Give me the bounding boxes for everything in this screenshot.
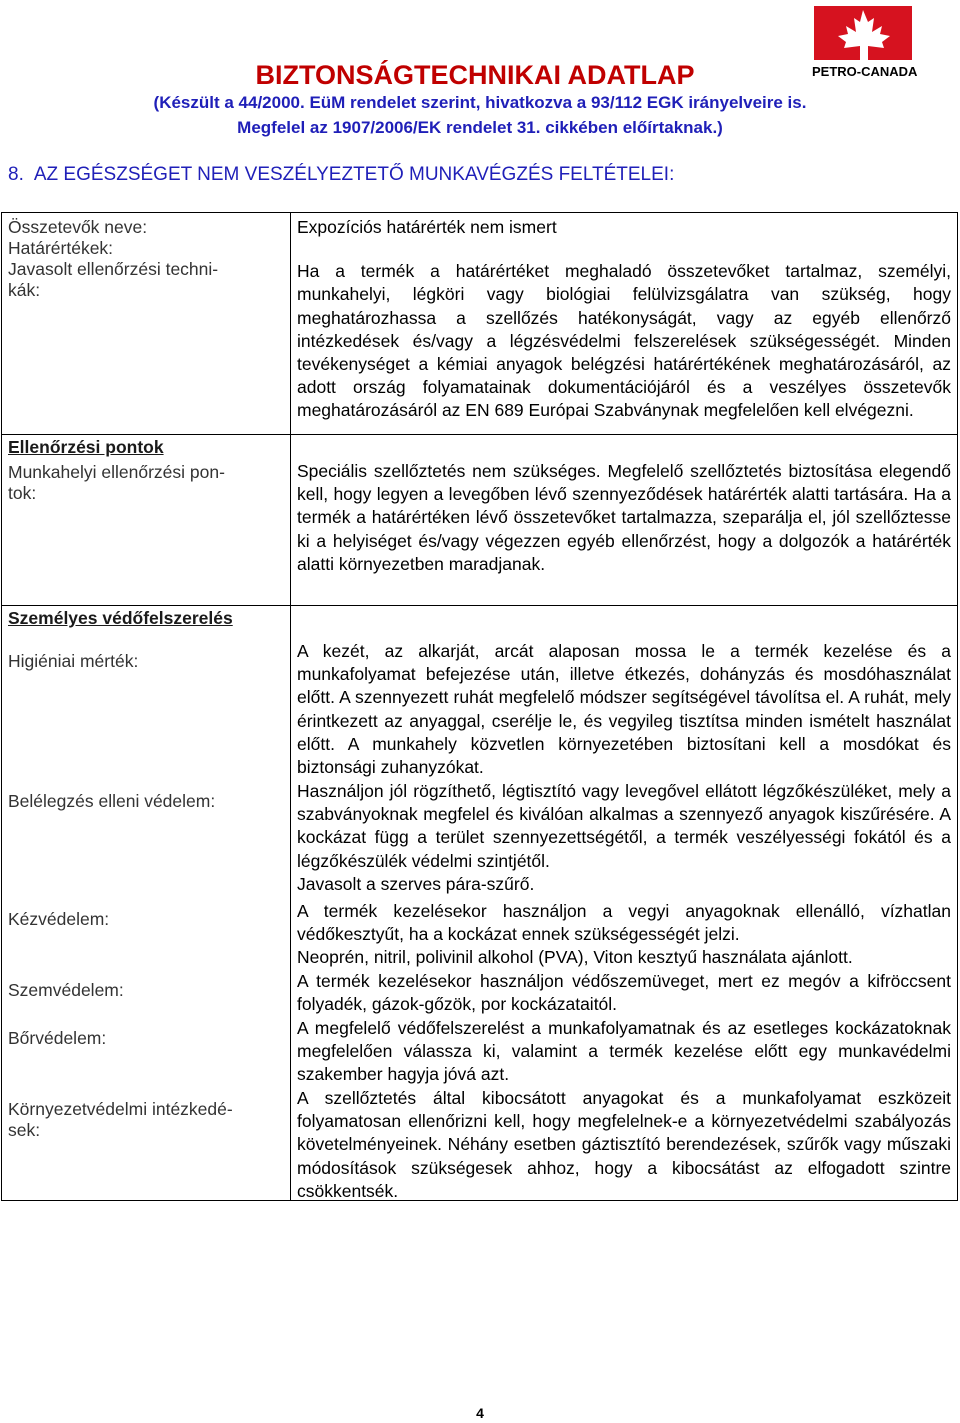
logo-wordmark: PETRO-CANADA xyxy=(812,64,918,79)
ventilation-text: Speciális szellőztetés nem szükséges. Megfelelő szellőztetés biztosítása elegendő kell, hogy legyen a levegőben lévő szennyeződések határérték alatti tartására. Ha a termék a határértéken lévő összetevőket tartalmazza, szeparálja el, jól szellőztesse ki a helyiséget és/vagy végezzen egyéb ellenőrzést, hogy a dolgozók a határérték alatti környezetben maradjanak. xyxy=(297,461,951,574)
label-techniques: Javasolt ellenőrzési techni- xyxy=(8,259,219,279)
row-value-cell xyxy=(291,213,958,435)
row-label-cell xyxy=(2,435,291,606)
heading-ppe: Személyes védőfelszerelés xyxy=(8,608,233,628)
subtitle-line2: Megfelel az 1907/2006/EK rendelet 31. cikkében előírtaknak.) xyxy=(237,118,723,137)
label-environment: Környezetvédelmi intézkedé- xyxy=(8,1098,233,1119)
label-ingredients: Összetevők neve: xyxy=(8,217,148,237)
hand-text: A termék kezelésekor használjon a vegyi anyagoknak ellenálló, vízhatlan védőkesztyűt, ha a kockázat ennek szükségességét jelzi. xyxy=(297,901,951,945)
table-row xyxy=(2,606,958,1201)
skin-text: A megfelelő védőfelszerelést a munkafolyamatnak és az esetleges kockázatoknak megfelelően válassza ki, valamint a termék kezelése előtt egy munkavédelmi szakember hagyja jóvá azt. xyxy=(297,1018,951,1085)
section-heading xyxy=(8,164,674,186)
label-eye: Szemvédelem: xyxy=(8,979,124,1000)
label-hygiene: Higiéniai mérték: xyxy=(8,650,139,671)
exposure-controls-table xyxy=(1,212,958,1201)
label-workplace-cont: tok: xyxy=(8,483,37,503)
environment-text: A szellőztetés által kibocsátott anyagokat és a munkafolyamat eszközeit folyamatosan ellenőrizni kell, hogy megfelelnek-e a környezetvédelmi szabályozás követelményeinek. Néhány esetben gáztisztító berendezések, szűrők vagy műszaki módosítások szükségesek ahhoz, hogy a kibocsátást az elfogadott szintre csökkentsék. xyxy=(297,1088,951,1201)
label-environment-cont: sek: xyxy=(8,1119,41,1140)
hand-block xyxy=(297,900,951,970)
respiratory-block xyxy=(297,780,951,896)
glove-material-text: Neoprén, nitril, polivinil alkohol (PVA), Viton kesztyű használata ajánlott. xyxy=(297,947,853,968)
table-row xyxy=(2,213,958,435)
label-skin: Bőrvédelem: xyxy=(8,1027,107,1048)
table-row xyxy=(2,435,958,606)
row-label-cell xyxy=(2,606,291,1201)
exposure-limit-text: Expozíciós határérték nem ismert xyxy=(297,217,557,237)
subtitle-line1: (Készült a 44/2000. EüM rendelet szerint, hivatkozva a 93/112 EGK irányelveire is. xyxy=(153,93,807,112)
row-value-cell xyxy=(291,606,958,1201)
row-value-cell xyxy=(291,435,958,606)
document-title: BIZTONSÁGTECHNIKAI ADATLAP xyxy=(255,60,695,90)
heading-control-points: Ellenőrzési pontok xyxy=(8,437,164,457)
respiratory-filter-text: Javasolt a szerves pára-szűrő. xyxy=(297,873,535,894)
label-limits: Határértékek: xyxy=(8,238,114,258)
row-label-cell xyxy=(2,213,291,435)
label-techniques-cont: kák: xyxy=(8,280,41,300)
section-number: 8. xyxy=(8,164,24,185)
label-workplace: Munkahelyi ellenőrzési pon- xyxy=(8,462,225,482)
eye-text: A termék kezelésekor használjon védőszemüveget, mert ez megóv a kifröccsent folyadék, gázok-gőzök, por kockázataitól. xyxy=(297,971,951,1015)
section-title: AZ EGÉSZSÉGET NEM VESZÉLYEZTETŐ MUNKAVÉGZÉS FELTÉTELEI: xyxy=(33,164,675,185)
hygiene-text: A kezét, az alkarját, arcát alaposan mossa le a termék kezelése és a munkafolyamat befejezése után, illetve étkezés, dohányzás és mosdóhasználat előtt. A szennyezett ruhát megfelelő módszer segítségével távolítsa el. A ruhát, mely érintkezett az anyaggal, cserélje le, és vegyileg tisztítsa minden ismételt használat előtt. A munkahely közvetlen környezetében biztosítani kell a mosdókat és biztonsági zuhanyzókat. xyxy=(297,641,951,778)
label-hand: Kézvédelem: xyxy=(8,908,110,929)
monitoring-text: Ha a termék a határértéket meghaladó összetevőket tartalmaz, személyi, munkahelyi, légköri vagy biológiai felülvizsgálatra van szükség, hogy meghatározhassa a szellőzés hatékonyságát, vagy az egyéb ellenőrző intézkedések és/vagy a légzésvédelmi felszerelések szükségességét. Minden tevékenységet a kémiai anyagok belégzési határértékének meghatározásáról, az adott ország folyamatainak dokumentációjáról és a veszélyes összetevők meghatározásáról az EN 689 Európai Szabványnak megfelelően kell elvégezni. xyxy=(297,261,951,421)
page-number: 4 xyxy=(476,1405,484,1421)
respiratory-text: Használjon jól rögzíthető, légtisztító vagy levegővel ellátott légzőkészüléket, mely a szabványoknak megfelel és kiválóan alkalmas a szennyező anyagok kiszűrésére. A kockázat függ a terület szennyezettségétől, a termék veszélyességi fokától és a légzőkészülék védelmi szintjétől. xyxy=(297,781,951,871)
label-respiratory: Belélegzés elleni védelem: xyxy=(8,790,216,811)
